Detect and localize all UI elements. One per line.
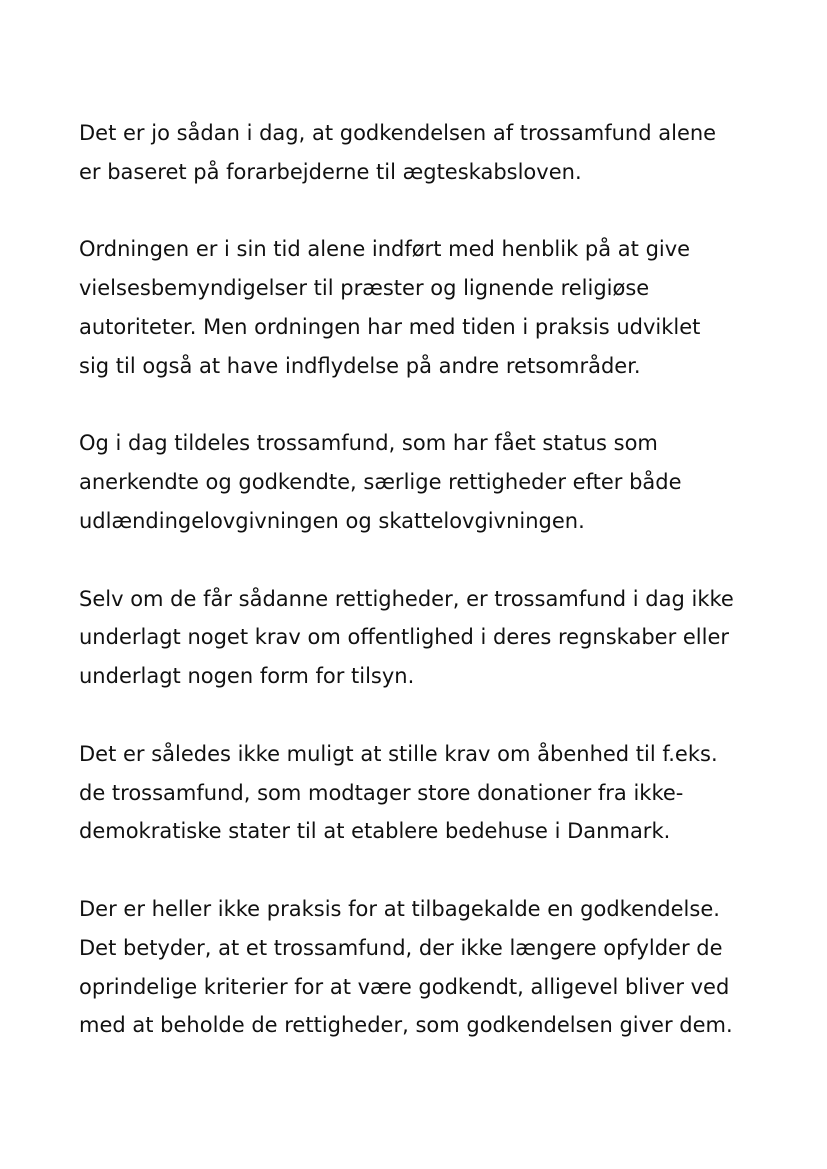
paragraph-line: Det er således ikke muligt at stille krav om åbenhed til f.eks. bbox=[79, 741, 718, 766]
paragraph-line: demokratiske stater til at etablere bedehuse i Danmark. bbox=[79, 819, 671, 844]
paragraph-line: anerkendte og godkendte, særlige rettigheder efter både bbox=[79, 470, 682, 495]
paragraph-line: udlændingelovgivningen og skattelovgivningen. bbox=[79, 508, 585, 533]
paragraph-4 bbox=[79, 580, 779, 696]
paragraph-line: Det betyder, at et trossamfund, der ikke længere opfylder de bbox=[79, 935, 723, 960]
paragraph-line: med at beholde de rettigheder, som godkendelsen giver dem. bbox=[79, 1013, 733, 1038]
paragraph-3 bbox=[79, 424, 779, 540]
paragraph-line: de trossamfund, som modtager store donationer fra ikke- bbox=[79, 780, 684, 805]
paragraph-line: Det er jo sådan i dag, at godkendelsen af trossamfund alene bbox=[79, 121, 717, 145]
document-body bbox=[79, 114, 779, 1084]
paragraph-line: sig til også at have indflydelse på andre retsområder. bbox=[79, 353, 641, 378]
paragraph-6 bbox=[79, 890, 779, 1045]
paragraph-line: underlagt nogen form for tilsyn. bbox=[79, 664, 415, 689]
paragraph-line: autoriteter. Men ordningen har med tiden i praksis udviklet bbox=[79, 314, 701, 339]
paragraph-line: Ordningen er i sin tid alene indført med henblik på at give bbox=[79, 237, 691, 262]
paragraph-line: Der er heller ikke praksis for at tilbagekalde en godkendelse. bbox=[79, 896, 720, 921]
paragraph-line: underlagt noget krav om offentlighed i deres regnskaber eller bbox=[79, 625, 730, 650]
paragraph-line: Og i dag tildeles trossamfund, som har fået status som bbox=[79, 431, 658, 456]
paragraph-line: er baseret på forarbejderne til ægteskabsloven. bbox=[79, 159, 582, 184]
paragraph-1 bbox=[79, 114, 779, 192]
paragraph-line: Selv om de får sådanne rettigheder, er trossamfund i dag ikke bbox=[79, 586, 734, 611]
paragraph-5 bbox=[79, 735, 779, 851]
paragraph-2 bbox=[79, 230, 779, 385]
paragraph-line: vielsesbemyndigelser til præster og lignende religiøse bbox=[79, 276, 650, 301]
paragraph-line: oprindelige kriterier for at være godkendt, alligevel bliver ved bbox=[79, 974, 730, 999]
